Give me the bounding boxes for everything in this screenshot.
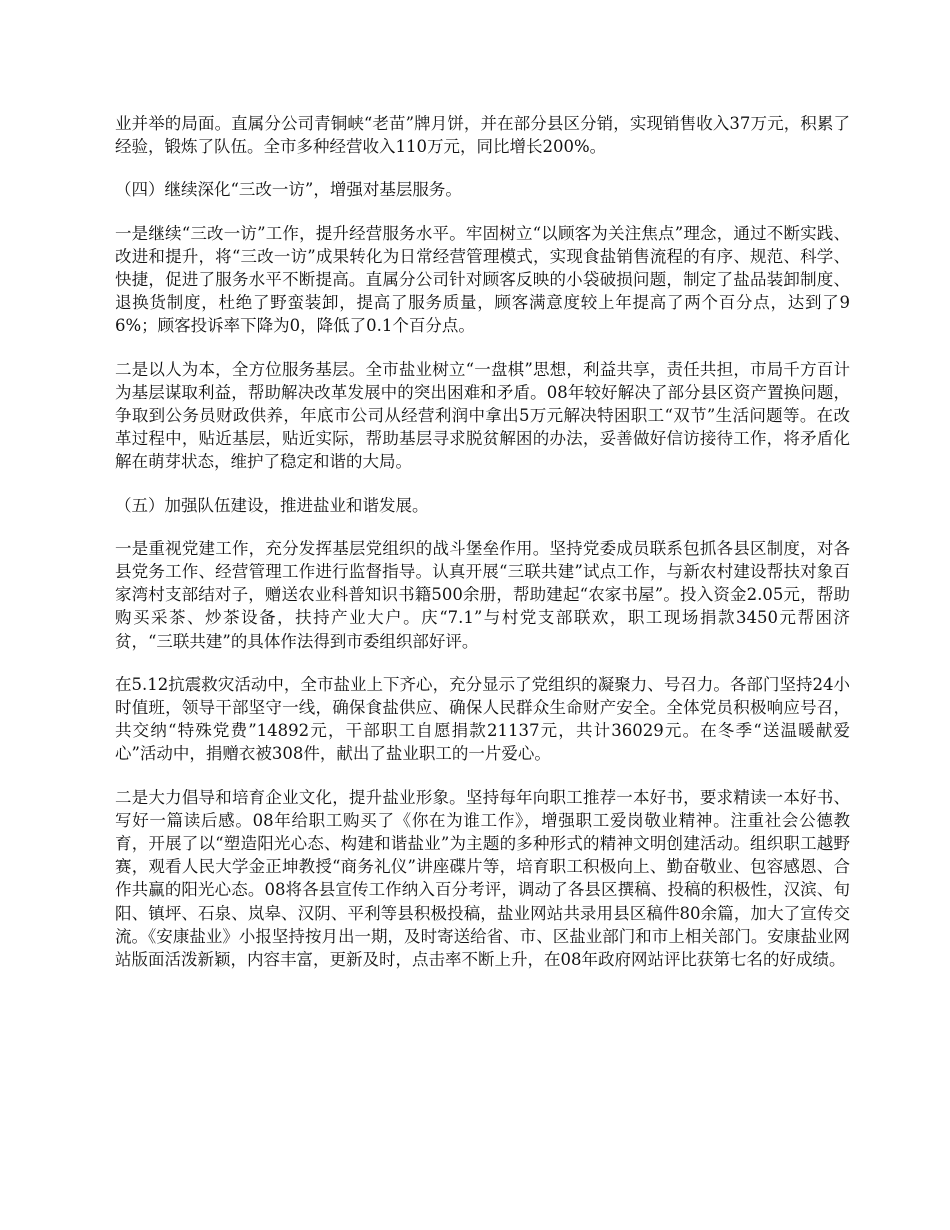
paragraph-grassroots-service: 二是以人为本，全方位服务基层。全市盐业树立“一盘棋”思想，利益共享，责任共担，市局千方百计为基层谋取利益，帮助解决改革发展中的突出困难和矛盾。08年较好解决了部分县区资产置换问题，争取到公务员财政供养，年底市公司从经营利润中拿出5万元解决特困职工“双节”生活问题等。在改革过程中，贴近基层，贴近实际，帮助基层寻求脱贫解困的办法，妥善做好信访接待工作，将矛盾化解在萌芽状态，维护了稳定和谐的大局。 — [115, 359, 850, 472]
paragraph-earthquake-relief: 在5.12抗震救灾活动中，全市盐业上下齐心，充分显示了党组织的凝聚力、号召力。各部门坚持24小时值班，领导干部坚守一线，确保食盐供应、确保人民群众生命财产安全。全体党员积极响应号召，共交纳“特殊党费”14892元，干部职工自愿捐款21137元，共计36029元。在冬季“送温暖献爱心”活动中，捐赠衣被308件，献出了盐业职工的一片爱心。 — [115, 674, 850, 764]
paragraph-party-building: 一是重视党建工作，充分发挥基层党组织的战斗堡垒作用。坚持党委成员联系包抓各县区制度，对各县党务工作、经营管理工作进行监督指导。认真开展“三联共建”试点工作，与新农村建设帮扶对象百家湾村支部结对子，赠送农业科普知识书籍500余册，帮助建起“农家书屋”。投入资金2.05元，帮助购买采茶、炒茶设备，扶持产业大户。庆“7.1”与村党支部联欢，职工现场捐款3450元帮困济贫，“三联共建”的具体作法得到市委组织部好评。 — [115, 538, 850, 651]
section-heading-four: （四）继续深化“三改一访”，增强对基层服务。 — [115, 180, 462, 200]
section-heading-five: （五）加强队伍建设，推进盐业和谐发展。 — [115, 495, 429, 515]
paragraph-corporate-culture: 二是大力倡导和培育企业文化，提升盐业形象。坚持每年向职工推荐一本好书，要求精读一本好书、写好一篇读后感。08年给职工购买了《你在为谁工作》，增强职工爱岗敬业精神。注重社会公德教育，开展了以“塑造阳光心态、构建和谐盐业”为主题的多种形式的精神文明创建活动。组织职工越野赛，观看人民大学金正坤教授“商务礼仪”讲座碟片等，培育职工积极向上、勤奋敬业、包容感恩、合作共赢的阳光心态。08将各县宣传工作纳入百分考评，调动了各县区撰稿、投稿的积极性，汉滨、旬阳、镇坪、石泉、岚皋、汉阴、平利等县积极投稿，盐业网站共录用县区稿件80余篇，加大了宣传交流。《安康盐业》小报坚持按月出一期，及时寄送给省、市、区盐业部门和市上相关部门。安康盐业网站版面活泼新颖，内容丰富，更新及时，点击率不断上升，在08年政府网站评比获第七名的好成绩。 — [115, 787, 850, 970]
document-body — [115, 112, 850, 991]
paragraph-service-improvement: 一是继续“三改一访”工作，提升经营服务水平。牢固树立“以顾客为关注焦点”理念，通过不断实践、改进和提升，将“三改一访”成果转化为日常经营管理模式，实现食盐销售流程的有序、规范、科学、快捷，促进了服务水平不断提高。直属分公司针对顾客反映的小袋破损问题，制定了盐品装卸制度、退换货制度，杜绝了野蛮装卸，提高了服务质量，顾客满意度较上年提高了两个百分点，达到了96%；顾客投诉率下降为0，降低了0.1个百分点。 — [115, 223, 850, 336]
paragraph-sales-summary: 业并举的局面。直属分公司青铜峡“老苗”牌月饼，并在部分县区分销，实现销售收入37万元，积累了经验，锻炼了队伍。全市多种经营收入110万元，同比增长200%。 — [115, 114, 850, 157]
